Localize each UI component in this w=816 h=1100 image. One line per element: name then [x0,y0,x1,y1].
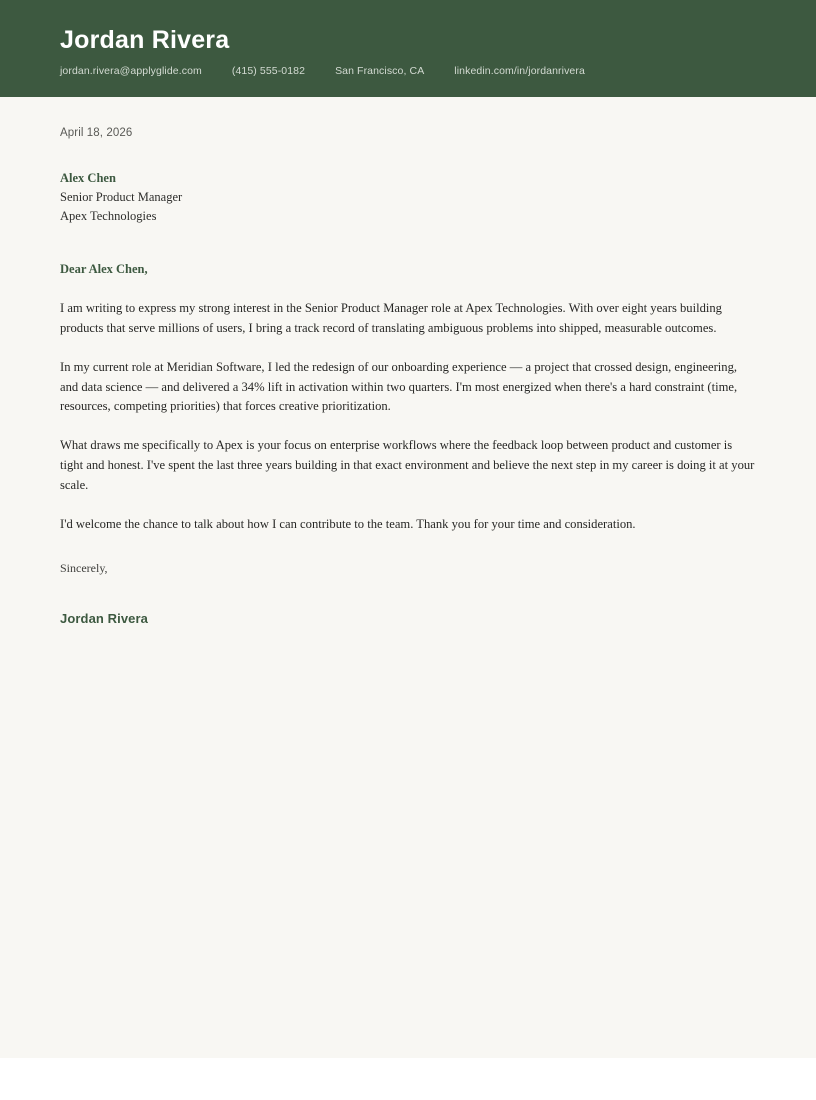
contact-phone[interactable]: (415) 555-0182 [231,64,306,77]
recipient-company: Apex Technologies [60,209,157,224]
recipient-name: Alex Chen [60,171,116,185]
salutation: Dear Alex Chen, [60,261,148,276]
contact-email[interactable]: jordan.rivera@applyglide.com [60,64,202,77]
contact-linkedin[interactable]: linkedin.com/in/jordanrivera [454,64,585,77]
letterhead-name: Jordan Rivera [60,26,230,54]
letter-paragraph-2: In my current role at Meridian Software, I led the redesign of our onboarding experience — a project that crossed design, engineering, and data science — and delivered a 34% lift in activation within two quarters. I'm most energized when there's a hard constraint (time, resources, competing priorities) that forces creative prioritization. [60,359,738,414]
letter-paragraph-3: What draws me specifically to Apex is your focus on enterprise workflows where the feedback loop between product and customer is tight and honest. I've spent the last three years building in that exact environment and believe the next step in my career is doing it at your scale. [60,438,755,493]
closing-line: Sincerely, [60,560,108,575]
letter-body [0,97,816,686]
signature-name: Jordan Rivera [60,610,149,626]
letter-paragraph-1: I am writing to express my strong interest in the Senior Product Manager role at Apex Technologies. With over eight years building products that serve millions of users, I bring a track record of translating ambiguous problems into shipped, measurable outcomes. [60,300,722,335]
contact-row [60,65,756,77]
letterhead-header [0,0,816,97]
letter-paragraph-4: I'd welcome the chance to talk about how I can contribute to the team. Thank you for your time and consideration. [60,517,636,531]
recipient-title: Senior Product Manager [60,190,183,205]
letter-date: April 18, 2026 [60,127,133,139]
contact-location: San Francisco, CA [335,64,425,77]
recipient-block [60,169,758,226]
